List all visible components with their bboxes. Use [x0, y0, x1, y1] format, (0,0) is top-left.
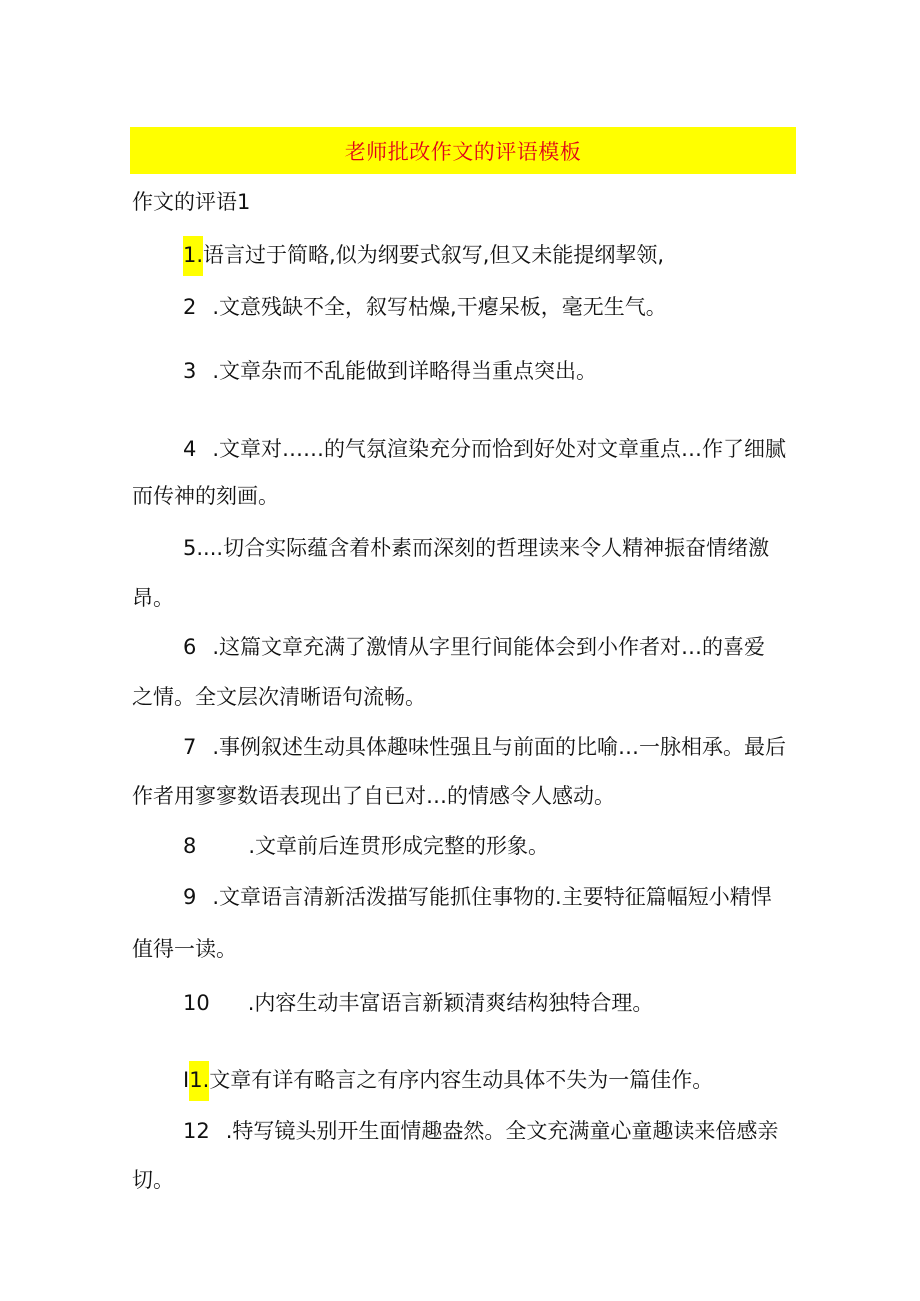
list-item: [183, 831, 549, 861]
item-number: 6: [183, 635, 197, 659]
item-number: 12: [183, 1119, 210, 1143]
list-item: [183, 988, 653, 1018]
list-item-continuation: 而传神的刻画。: [132, 484, 279, 508]
list-item: [183, 1065, 713, 1095]
item-text: .文意残缺不全，叙写枯燥,干瘪呆板，毫无生气。: [212, 295, 667, 319]
list-item: [183, 1116, 778, 1146]
item-number: 4: [183, 437, 197, 461]
item-text: .文章前后连贯形成完整的形象。: [248, 834, 550, 858]
list-item-continuation: 值得一读。: [132, 937, 237, 961]
item-number: 1.: [189, 1061, 209, 1101]
list-item: [183, 240, 664, 270]
list-item: [183, 732, 786, 762]
item-text: .文章语言清新活泼描写能抓住事物的.主要特征篇幅短小精悍: [212, 885, 772, 909]
item-text: .文章杂而不乱能做到详略得当重点突出。: [212, 359, 598, 383]
list-item: [183, 292, 667, 322]
item-number-prefix: I: [183, 1068, 190, 1092]
item-number: 3: [183, 359, 197, 383]
item-number: 10: [183, 991, 210, 1015]
document-title: 老师批改作文的评语模板: [344, 139, 582, 164]
list-item: [183, 356, 597, 386]
list-item-continuation: 切。: [132, 1168, 174, 1192]
item-text: .事例叙述生动具体趣味性强且与前面的比喻…一脉相承。最后: [212, 735, 787, 759]
list-item: [183, 882, 772, 912]
item-text: .这篇文章充满了激情从字里行间能体会到小作者对…的喜爱: [212, 635, 766, 659]
item-text: .特写镜头别开生面情趣盎然。全文充满童心童趣读来倍感亲: [225, 1119, 779, 1143]
item-number: 9: [183, 885, 197, 909]
list-item-continuation: 昂。: [132, 586, 174, 610]
item-number: 2: [183, 295, 197, 319]
item-number: 5: [183, 536, 197, 560]
list-item: [183, 434, 786, 464]
item-text: 文章有详有略言之有序内容生动具体不失为一篇佳作。: [209, 1068, 714, 1092]
title-banner: [130, 127, 796, 174]
list-item-continuation: 作者用寥寥数语表现出了自已对…的情感令人感动。: [132, 784, 615, 808]
item-number: 1.: [183, 236, 203, 276]
list-item: [183, 533, 769, 563]
item-text: ....切合实际蕴含着朴素而深刻的哲理读来令人精神振奋情绪激: [196, 536, 770, 560]
item-text: 语言过于简略,似为纲要式叙写,但又未能提纲挈领,: [203, 243, 665, 267]
list-item-continuation: 之情。全文层次清晰语句流畅。: [132, 685, 426, 709]
item-text: .内容生动丰富语言新颖清爽结构独特合理。: [247, 991, 654, 1015]
item-number: 7: [183, 735, 197, 759]
list-item: [183, 632, 765, 662]
item-text: .文章对……的气氛渲染充分而恰到好处对文章重点…作了细腻: [212, 437, 787, 461]
section-heading: 作文的评语1: [132, 190, 251, 214]
item-number: 8: [183, 834, 197, 858]
